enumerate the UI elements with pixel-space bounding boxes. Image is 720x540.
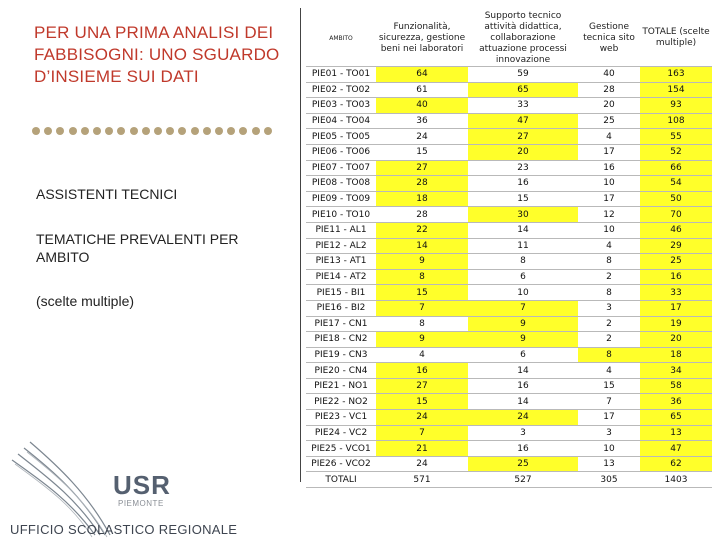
cell-supporto: 3 (468, 425, 578, 441)
cell-funzionalita: 571 (376, 472, 468, 488)
cell-totale: 163 (640, 67, 712, 83)
cell-funzionalita: 61 (376, 82, 468, 98)
cell-totale: 65 (640, 410, 712, 426)
table-row (306, 82, 712, 98)
cell-gestione: 40 (578, 67, 640, 83)
cell-supporto: 59 (468, 67, 578, 83)
cell-totale: 58 (640, 378, 712, 394)
table-row (306, 254, 712, 270)
cell-totale: 50 (640, 191, 712, 207)
cell-supporto: 16 (468, 176, 578, 192)
cell-gestione: 4 (578, 238, 640, 254)
table-row (306, 98, 712, 114)
header-ambito: AMBITO (306, 10, 376, 67)
cell-funzionalita: 8 (376, 316, 468, 332)
cell-gestione: 3 (578, 425, 640, 441)
usr-logo-text: USR (113, 470, 171, 500)
header-gestione: Gestione tecnica sito web (578, 10, 640, 67)
cell-funzionalita: 21 (376, 441, 468, 457)
cell-gestione: 4 (578, 363, 640, 379)
cell-totale: 1403 (640, 472, 712, 488)
table-row (306, 300, 712, 316)
cell-supporto: 16 (468, 441, 578, 457)
cell-ambito: PIE09 - TO09 (306, 191, 376, 207)
cell-ambito: PIE07 - TO07 (306, 160, 376, 176)
cell-totale: 108 (640, 113, 712, 129)
table-row (306, 160, 712, 176)
cell-ambito: PIE24 - VC2 (306, 425, 376, 441)
cell-totale: 20 (640, 332, 712, 348)
cell-ambito: PIE20 - CN4 (306, 363, 376, 379)
table-row (306, 144, 712, 160)
table-row (306, 269, 712, 285)
table-row (306, 222, 712, 238)
table-row (306, 67, 712, 83)
cell-ambito: PIE12 - AL2 (306, 238, 376, 254)
cell-totale: 16 (640, 269, 712, 285)
cell-totale: 62 (640, 456, 712, 472)
assistenti-label: ASSISTENTI TECNICI (36, 186, 178, 202)
cell-ambito: PIE19 - CN3 (306, 347, 376, 363)
cell-funzionalita: 36 (376, 113, 468, 129)
header-funzionalita: Funzionalità, sicurezza, gestione beni nei laboratori (376, 10, 468, 67)
table-row (306, 191, 712, 207)
cell-ambito: TOTALI (306, 472, 376, 488)
cell-gestione: 3 (578, 300, 640, 316)
cell-gestione: 8 (578, 347, 640, 363)
cell-ambito: PIE21 - NO1 (306, 378, 376, 394)
cell-gestione: 20 (578, 98, 640, 114)
table-row (306, 394, 712, 410)
cell-funzionalita: 22 (376, 222, 468, 238)
cell-funzionalita: 27 (376, 160, 468, 176)
cell-gestione: 10 (578, 176, 640, 192)
cell-gestione: 17 (578, 191, 640, 207)
table-row (306, 347, 712, 363)
cell-gestione: 10 (578, 441, 640, 457)
cell-funzionalita: 7 (376, 300, 468, 316)
cell-ambito: PIE03 - TO03 (306, 98, 376, 114)
cell-funzionalita: 24 (376, 456, 468, 472)
cell-totale: 55 (640, 129, 712, 145)
cell-funzionalita: 18 (376, 191, 468, 207)
vertical-divider (300, 8, 301, 482)
header-totale: TOTALE (scelte multiple) (640, 10, 712, 67)
cell-supporto: 65 (468, 82, 578, 98)
table-row (306, 176, 712, 192)
cell-totale: 54 (640, 176, 712, 192)
cell-totale: 154 (640, 82, 712, 98)
data-table (306, 10, 712, 488)
cell-gestione: 17 (578, 410, 640, 426)
cell-supporto: 9 (468, 332, 578, 348)
cell-funzionalita: 40 (376, 98, 468, 114)
cell-supporto: 23 (468, 160, 578, 176)
cell-gestione: 12 (578, 207, 640, 223)
cell-funzionalita: 7 (376, 425, 468, 441)
cell-totale: 19 (640, 316, 712, 332)
cell-gestione: 7 (578, 394, 640, 410)
tematiche-label: TEMATICHE PREVALENTI PER AMBITO (36, 231, 239, 265)
cell-funzionalita: 9 (376, 332, 468, 348)
cell-totale: 25 (640, 254, 712, 270)
cell-ambito: PIE25 - VCO1 (306, 441, 376, 457)
table-row (306, 472, 712, 488)
cell-gestione: 305 (578, 472, 640, 488)
cell-supporto: 20 (468, 144, 578, 160)
cell-totale: 13 (640, 425, 712, 441)
table-row (306, 129, 712, 145)
cell-ambito: PIE17 - CN1 (306, 316, 376, 332)
table-row (306, 456, 712, 472)
table-row (306, 378, 712, 394)
cell-supporto: 11 (468, 238, 578, 254)
cell-gestione: 13 (578, 456, 640, 472)
cell-ambito: PIE23 - VC1 (306, 410, 376, 426)
cell-supporto: 14 (468, 394, 578, 410)
cell-ambito: PIE22 - NO2 (306, 394, 376, 410)
table-row (306, 425, 712, 441)
table-row (306, 285, 712, 301)
cell-totale: 66 (640, 160, 712, 176)
cell-ambito: PIE02 - TO02 (306, 82, 376, 98)
cell-funzionalita: 4 (376, 347, 468, 363)
cell-supporto: 14 (468, 363, 578, 379)
table-body (306, 67, 712, 488)
cell-supporto: 25 (468, 456, 578, 472)
cell-totale: 93 (640, 98, 712, 114)
usr-logo-subtext: PIEMONTE (118, 499, 164, 508)
cell-supporto: 10 (468, 285, 578, 301)
cell-totale: 36 (640, 394, 712, 410)
cell-ambito: PIE01 - TO01 (306, 67, 376, 83)
cell-totale: 18 (640, 347, 712, 363)
cell-funzionalita: 15 (376, 285, 468, 301)
cell-supporto: 527 (468, 472, 578, 488)
cell-ambito: PIE14 - AT2 (306, 269, 376, 285)
table-row (306, 363, 712, 379)
cell-gestione: 25 (578, 113, 640, 129)
cell-totale: 33 (640, 285, 712, 301)
table-row (306, 316, 712, 332)
cell-supporto: 6 (468, 269, 578, 285)
header-supporto: Supporto tecnico attività didattica, collaborazione attuazione processi innovazione (468, 10, 578, 67)
cell-supporto: 47 (468, 113, 578, 129)
cell-supporto: 27 (468, 129, 578, 145)
cell-supporto: 30 (468, 207, 578, 223)
cell-gestione: 8 (578, 285, 640, 301)
cell-gestione: 2 (578, 316, 640, 332)
cell-supporto: 14 (468, 222, 578, 238)
cell-gestione: 15 (578, 378, 640, 394)
cell-supporto: 9 (468, 316, 578, 332)
cell-funzionalita: 28 (376, 207, 468, 223)
cell-gestione: 4 (578, 129, 640, 145)
cell-totale: 29 (640, 238, 712, 254)
cell-funzionalita: 24 (376, 410, 468, 426)
cell-funzionalita: 15 (376, 394, 468, 410)
table-row (306, 332, 712, 348)
cell-funzionalita: 9 (376, 254, 468, 270)
table-row (306, 207, 712, 223)
cell-funzionalita: 64 (376, 67, 468, 83)
cell-gestione: 10 (578, 222, 640, 238)
table-row (306, 441, 712, 457)
cell-supporto: 16 (468, 378, 578, 394)
usr-caption: UFFICIO SCOLASTICO REGIONALE (10, 522, 238, 537)
cell-supporto: 33 (468, 98, 578, 114)
scelte-label: (scelte multiple) (36, 293, 135, 309)
table-row (306, 113, 712, 129)
cell-gestione: 8 (578, 254, 640, 270)
cell-gestione: 28 (578, 82, 640, 98)
dot-divider (32, 126, 272, 136)
page-title: PER UNA PRIMA ANALISI DEI FABBISOGNI: UNO SGUARDO D’INSIEME SUI DATI (34, 23, 280, 86)
cell-gestione: 2 (578, 332, 640, 348)
cell-totale: 52 (640, 144, 712, 160)
cell-totale: 47 (640, 441, 712, 457)
table-row (306, 410, 712, 426)
cell-ambito: PIE10 - TO10 (306, 207, 376, 223)
table-header-row (306, 10, 712, 67)
cell-supporto: 6 (468, 347, 578, 363)
cell-ambito: PIE04 - TO04 (306, 113, 376, 129)
cell-ambito: PIE11 - AL1 (306, 222, 376, 238)
cell-ambito: PIE18 - CN2 (306, 332, 376, 348)
cell-ambito: PIE13 - AT1 (306, 254, 376, 270)
cell-ambito: PIE06 - TO06 (306, 144, 376, 160)
cell-funzionalita: 24 (376, 129, 468, 145)
cell-totale: 70 (640, 207, 712, 223)
cell-gestione: 2 (578, 269, 640, 285)
cell-ambito: PIE08 - TO08 (306, 176, 376, 192)
table-row (306, 238, 712, 254)
cell-supporto: 15 (468, 191, 578, 207)
cell-funzionalita: 28 (376, 176, 468, 192)
cell-gestione: 17 (578, 144, 640, 160)
cell-ambito: PIE15 - BI1 (306, 285, 376, 301)
cell-ambito: PIE26 - VCO2 (306, 456, 376, 472)
cell-funzionalita: 8 (376, 269, 468, 285)
cell-ambito: PIE16 - BI2 (306, 300, 376, 316)
cell-funzionalita: 15 (376, 144, 468, 160)
cell-ambito: PIE05 - TO05 (306, 129, 376, 145)
cell-totale: 46 (640, 222, 712, 238)
cell-funzionalita: 16 (376, 363, 468, 379)
cell-funzionalita: 14 (376, 238, 468, 254)
cell-gestione: 16 (578, 160, 640, 176)
cell-funzionalita: 27 (376, 378, 468, 394)
cell-supporto: 7 (468, 300, 578, 316)
cell-totale: 34 (640, 363, 712, 379)
cell-supporto: 8 (468, 254, 578, 270)
cell-totale: 17 (640, 300, 712, 316)
cell-supporto: 24 (468, 410, 578, 426)
